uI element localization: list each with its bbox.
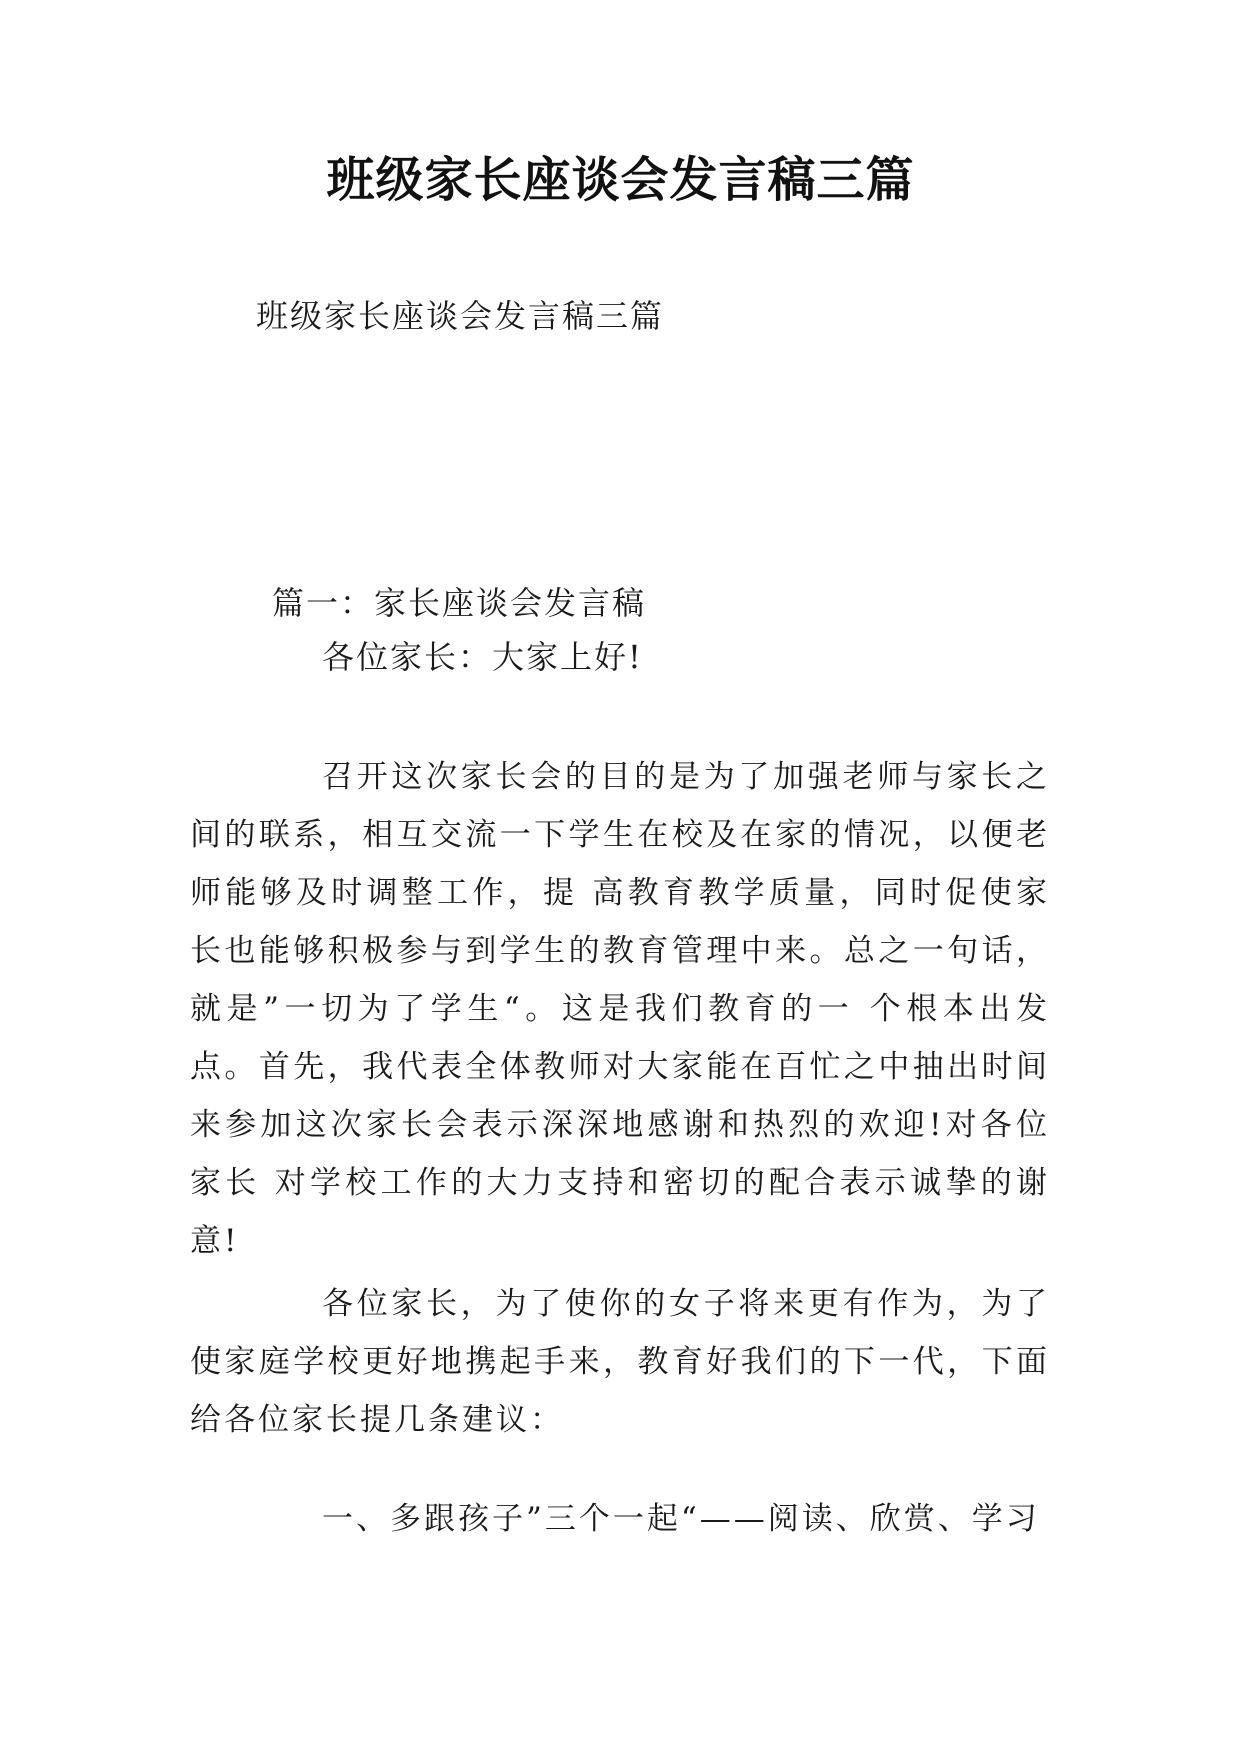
body-paragraph: 召开这次家长会的目的是为了加强老师与家长之间的联系，相互交流一下学生在校及在家的情况，以便老师能够及时调整工作，提 高教育教学质量，同时促使家长也能够积极参与到学生的教育管理中来。总之一句话，就是”一切为了学生“。这是我们教育的一 个根本出发点。首先，我代表全体教师对大家能在百忙之中抽出时间来参加这次家长会表示深深地感谢和热烈的欢迎!对各位家长 对学校工作的大力支持和密切的配合表示诚挚的谢意!	[190, 759, 1050, 1259]
greeting-line: 各位家长：大家上好!	[322, 638, 643, 676]
document-title: 班级家长座谈会发言稿三篇	[326, 152, 915, 208]
section-heading: 篇一：家长座谈会发言稿	[272, 584, 647, 622]
body-paragraph: 一、多跟孩子”三个一起“——阅读、欣赏、学习	[322, 1501, 1040, 1537]
body-paragraph: 各位家长，为了使你的女子将来更有作为，为了使家庭学校更好地携起手来，教育好我们的下一代，下面给各位家长提几条建议：	[190, 1286, 1050, 1438]
document-subtitle: 班级家长座谈会发言稿三篇	[256, 297, 665, 335]
